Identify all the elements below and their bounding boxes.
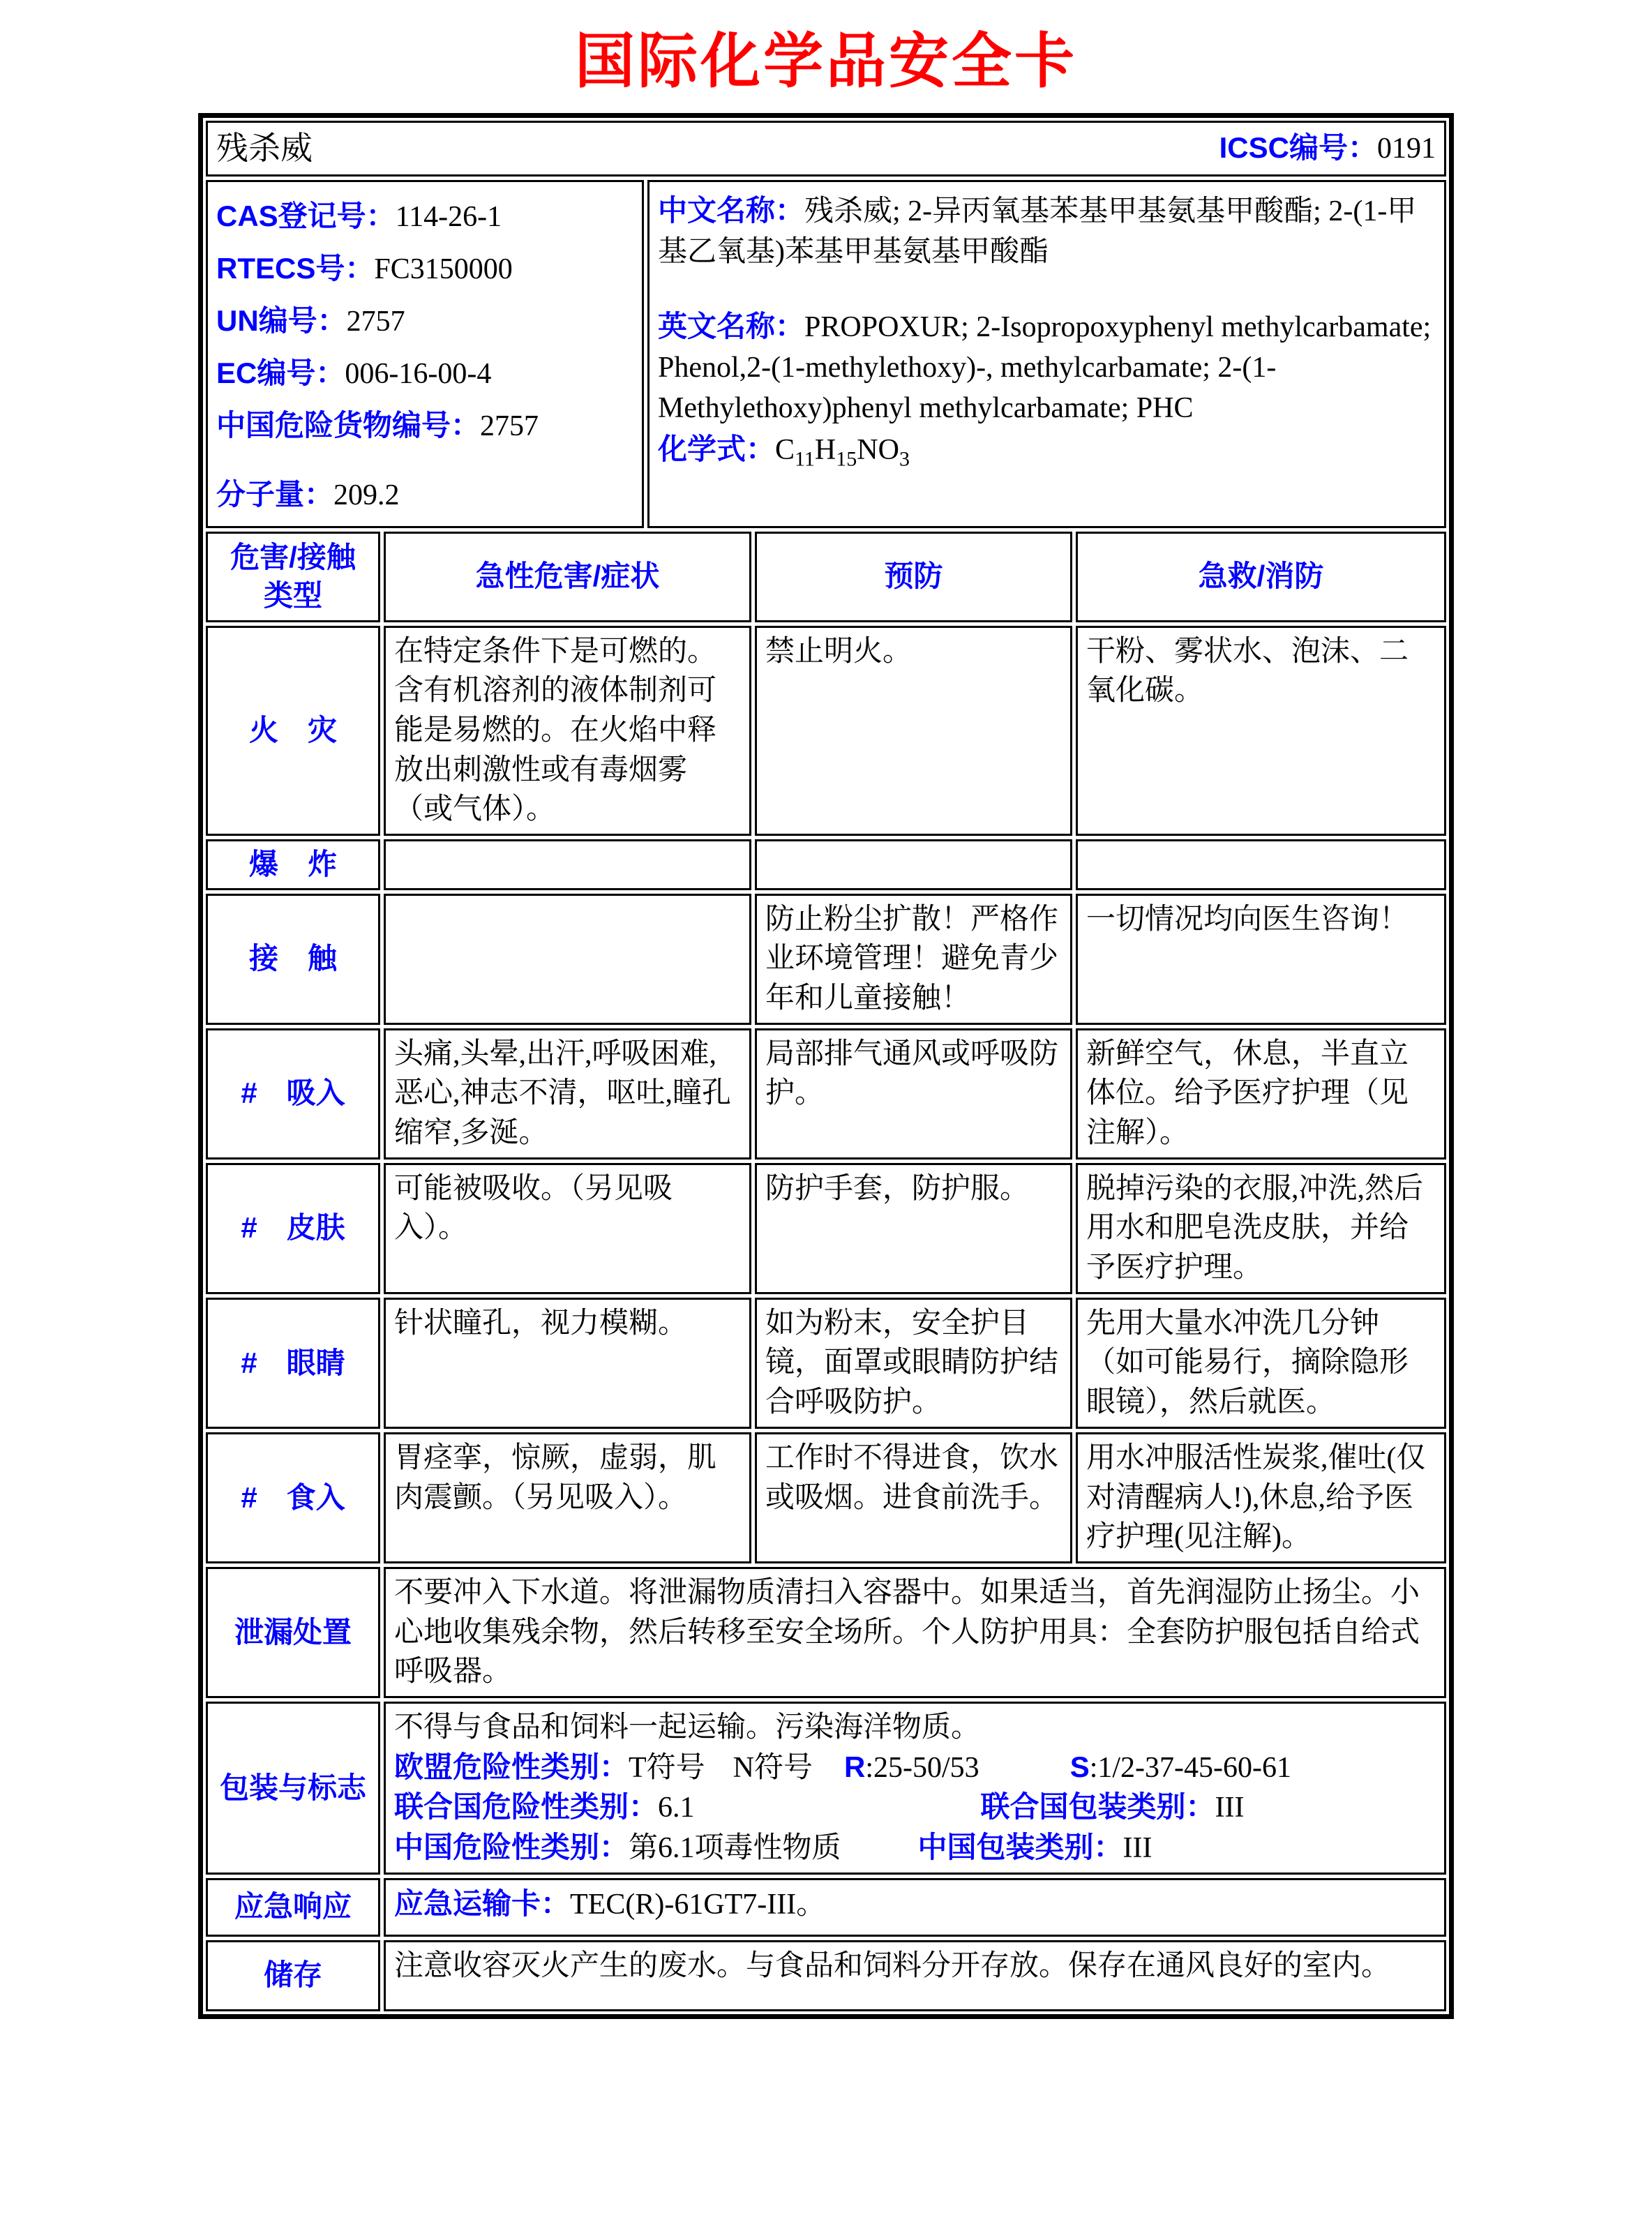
table-row-ingestion [206,1432,1446,1563]
cas-number [216,190,633,243]
s-phrase-label: S [1069,1750,1090,1783]
english-name [658,306,1436,429]
table-row-inhalation [206,1028,1446,1160]
chemical-formula [658,429,1436,474]
inhalation-symptoms: 头痛,头晕,出汗,呼吸困难,恶心,神志不清，呕吐,瞳孔缩窄,多涎。 [384,1028,751,1160]
formula-no-sub: 3 [899,447,910,471]
substance-name: 残杀威 [216,130,313,166]
eyes-label: # 眼睛 [206,1298,380,1429]
table-row-explosion [206,839,1446,890]
formula-no: NO [857,433,899,466]
un-class-value: 6.1 [658,1792,695,1824]
packaging-cn-line [394,1828,1436,1868]
names-cell [647,180,1446,527]
cas-value: 114-26-1 [395,201,502,234]
eyes-prevention: 如为粉末，安全护目镜，面罩或眼睛防护结合呼吸防护。 [755,1298,1072,1429]
un-label: UN编号： [216,304,347,338]
storage-label: 储存 [206,1940,380,2011]
storage-text: 注意收容灭火产生的废水。与食品和饲料分开存放。保存在通风良好的室内。 [384,1940,1446,2011]
rtecs-value: FC3150000 [374,253,513,286]
page-title: 国际化学品安全卡 [575,28,1077,95]
china-dg-value: 2757 [480,410,539,443]
ingestion-label: # 食入 [206,1432,380,1563]
skin-label: # 皮肤 [206,1163,380,1294]
skin-symptoms: 可能被吸收。（另见吸入）。 [384,1163,751,1294]
icsc-number [1219,128,1436,169]
ingestion-symptoms: 胃痉挛，惊厥，虚弱，肌肉震颤。（另见吸入）。 [384,1432,751,1563]
explosion-firstaid [1076,839,1446,890]
table-header-row [206,532,1446,622]
packaging-label: 包装与标志 [206,1702,380,1875]
exposure-prevention: 防止粉尘扩散！严格作业环境管理！避免青少年和儿童接触！ [755,894,1072,1025]
identity-row [206,180,1446,527]
molecular-weight-value: 209.2 [333,479,400,512]
cn-pack-label: 中国包装类别： [917,1831,1123,1864]
packaging-eu-line [394,1748,1436,1788]
eu-t-symbol: T符号 [629,1751,705,1784]
un-number [216,295,633,347]
rtecs-number [216,243,633,295]
formula-label: 化学式： [658,432,776,465]
table-row-exposure [206,894,1446,1025]
transport-card-label: 应急运输卡： [394,1886,571,1920]
explosion-symptoms [384,839,751,890]
eu-class-label: 欧盟危险性类别： [394,1750,629,1783]
un-pack-value: III [1215,1792,1245,1824]
icsc-card [198,113,1454,2019]
table-row-storage [206,1940,1446,2011]
molecular-weight-label: 分子量： [216,478,334,511]
explosion-prevention [755,839,1072,890]
substance-cell [206,121,1446,177]
english-name-label: 英文名称： [658,310,805,343]
china-dg-number [216,400,633,452]
chinese-name [658,190,1436,273]
packaging-un-line [394,1787,1436,1828]
un-class-label: 联合国危险性类别： [394,1790,659,1824]
fire-prevention: 禁止明火。 [755,626,1072,836]
cas-label: CAS登记号： [216,200,396,233]
ec-number [216,347,633,400]
fire-symptoms: 在特定条件下是可燃的。含有机溶剂的液体制剂可能是易燃的。在火焰中释放出刺激性或有毒烟雾（或气体）。 [384,626,751,836]
table-row-spillage [206,1567,1446,1698]
cn-class-label: 中国危险性类别： [394,1831,629,1864]
cn-class-value: 第6.1项毒性物质 [629,1832,841,1865]
fire-label: 火 灾 [206,626,380,836]
s-phrase-value: :1/2-37-45-60-61 [1089,1751,1291,1784]
table-row-packaging [206,1702,1446,1875]
ec-label: EC编号： [216,357,345,390]
table-row-emergency [206,1878,1446,1937]
inhalation-firstaid: 新鲜空气，休息，半直立体位。给予医疗护理（见注解）。 [1076,1028,1446,1160]
eyes-symptoms: 针状瞳孔，视力模糊。 [384,1298,751,1429]
exposure-label: 接 触 [206,894,380,1025]
table-row-skin [206,1163,1446,1294]
identifiers-cell [206,180,644,527]
inhalation-label: # 吸入 [206,1028,380,1160]
r-phrase-label: R [844,1750,866,1783]
formula-c: C [775,433,795,466]
rtecs-label: RTECS号： [216,252,375,285]
transport-card-value: TEC(R)-61GT7-III。 [570,1888,826,1921]
r-phrase-value: :25-50/53 [865,1751,979,1784]
spillage-label: 泄漏处置 [206,1567,380,1698]
ingestion-firstaid: 用水冲服活性炭浆,催吐(仅对清醒病人!),休息,给予医疗护理(见注解)。 [1076,1432,1446,1563]
formula-c-sub: 11 [795,447,815,471]
eu-n-symbol: N符号 [733,1751,813,1784]
spillage-text: 不要冲入下水道。将泄漏物质清扫入容器中。如果适当，首先润湿防止扬尘。小心地收集残余物，然后转移至安全场所。个人防护用具：全套防护服包括自给式呼吸器。 [384,1567,1446,1698]
table-row-eyes [206,1298,1446,1429]
icsc-value: 0191 [1377,133,1436,165]
china-dg-label: 中国危险货物编号： [216,409,481,442]
fire-firstaid: 干粉、雾状水、泡沫、二氧化碳。 [1076,626,1446,836]
chinese-name-value: 残杀威; 2-异丙氧基苯基甲基氨基甲酸酯; 2-(1-甲基乙氧基)苯基甲基氨基甲酸酯 [658,195,1417,269]
un-pack-label: 联合国包装类别： [980,1790,1215,1824]
eyes-firstaid: 先用大量水冲洗几分钟（如可能易行，摘除隐形眼镜），然后就医。 [1076,1298,1446,1429]
icsc-label: ICSC编号： [1219,131,1377,165]
skin-firstaid: 脱掉污染的衣服,冲洗,然后用水和肥皂洗皮肤，并给予医疗护理。 [1076,1163,1446,1294]
formula-h-sub: 15 [836,447,857,471]
formula-h: H [814,433,836,466]
header-hazard-type: 危害/接触类型 [206,532,380,622]
molecular-weight [216,469,633,521]
un-value: 2757 [346,306,405,338]
substance-row [206,121,1446,177]
header-symptoms: 急性危害/症状 [384,532,751,622]
ingestion-prevention: 工作时不得进食，饮水或吸烟。进食前洗手。 [755,1432,1072,1563]
emergency-cell [384,1878,1446,1937]
cn-pack-value: III [1122,1832,1152,1865]
table-row-fire [206,626,1446,836]
emergency-label: 应急响应 [206,1878,380,1937]
exposure-symptoms [384,894,751,1025]
english-name-value: PROPOXUR; 2-Isopropoxyphenyl methylcarbamate; Phenol,2-(1-methylethoxy)-, methylcarbamate; 2-(1-Methylethoxy)phenyl methylcarbamate; PHC [658,311,1432,424]
header-prevention: 预防 [755,532,1072,622]
inhalation-prevention: 局部排气通风或呼吸防护。 [755,1028,1072,1160]
packaging-transport-note: 不得与食品和饲料一起运输。污染海洋物质。 [394,1711,981,1743]
header-firstaid: 急救/消防 [1076,532,1446,622]
skin-prevention: 防护手套，防护服。 [755,1163,1072,1294]
explosion-label: 爆 炸 [206,839,380,890]
ec-value: 006-16-00-4 [345,358,492,391]
chinese-name-label: 中文名称： [658,194,805,227]
packaging-cell [384,1702,1446,1875]
exposure-firstaid: 一切情况均向医生咨询！ [1076,894,1446,1025]
